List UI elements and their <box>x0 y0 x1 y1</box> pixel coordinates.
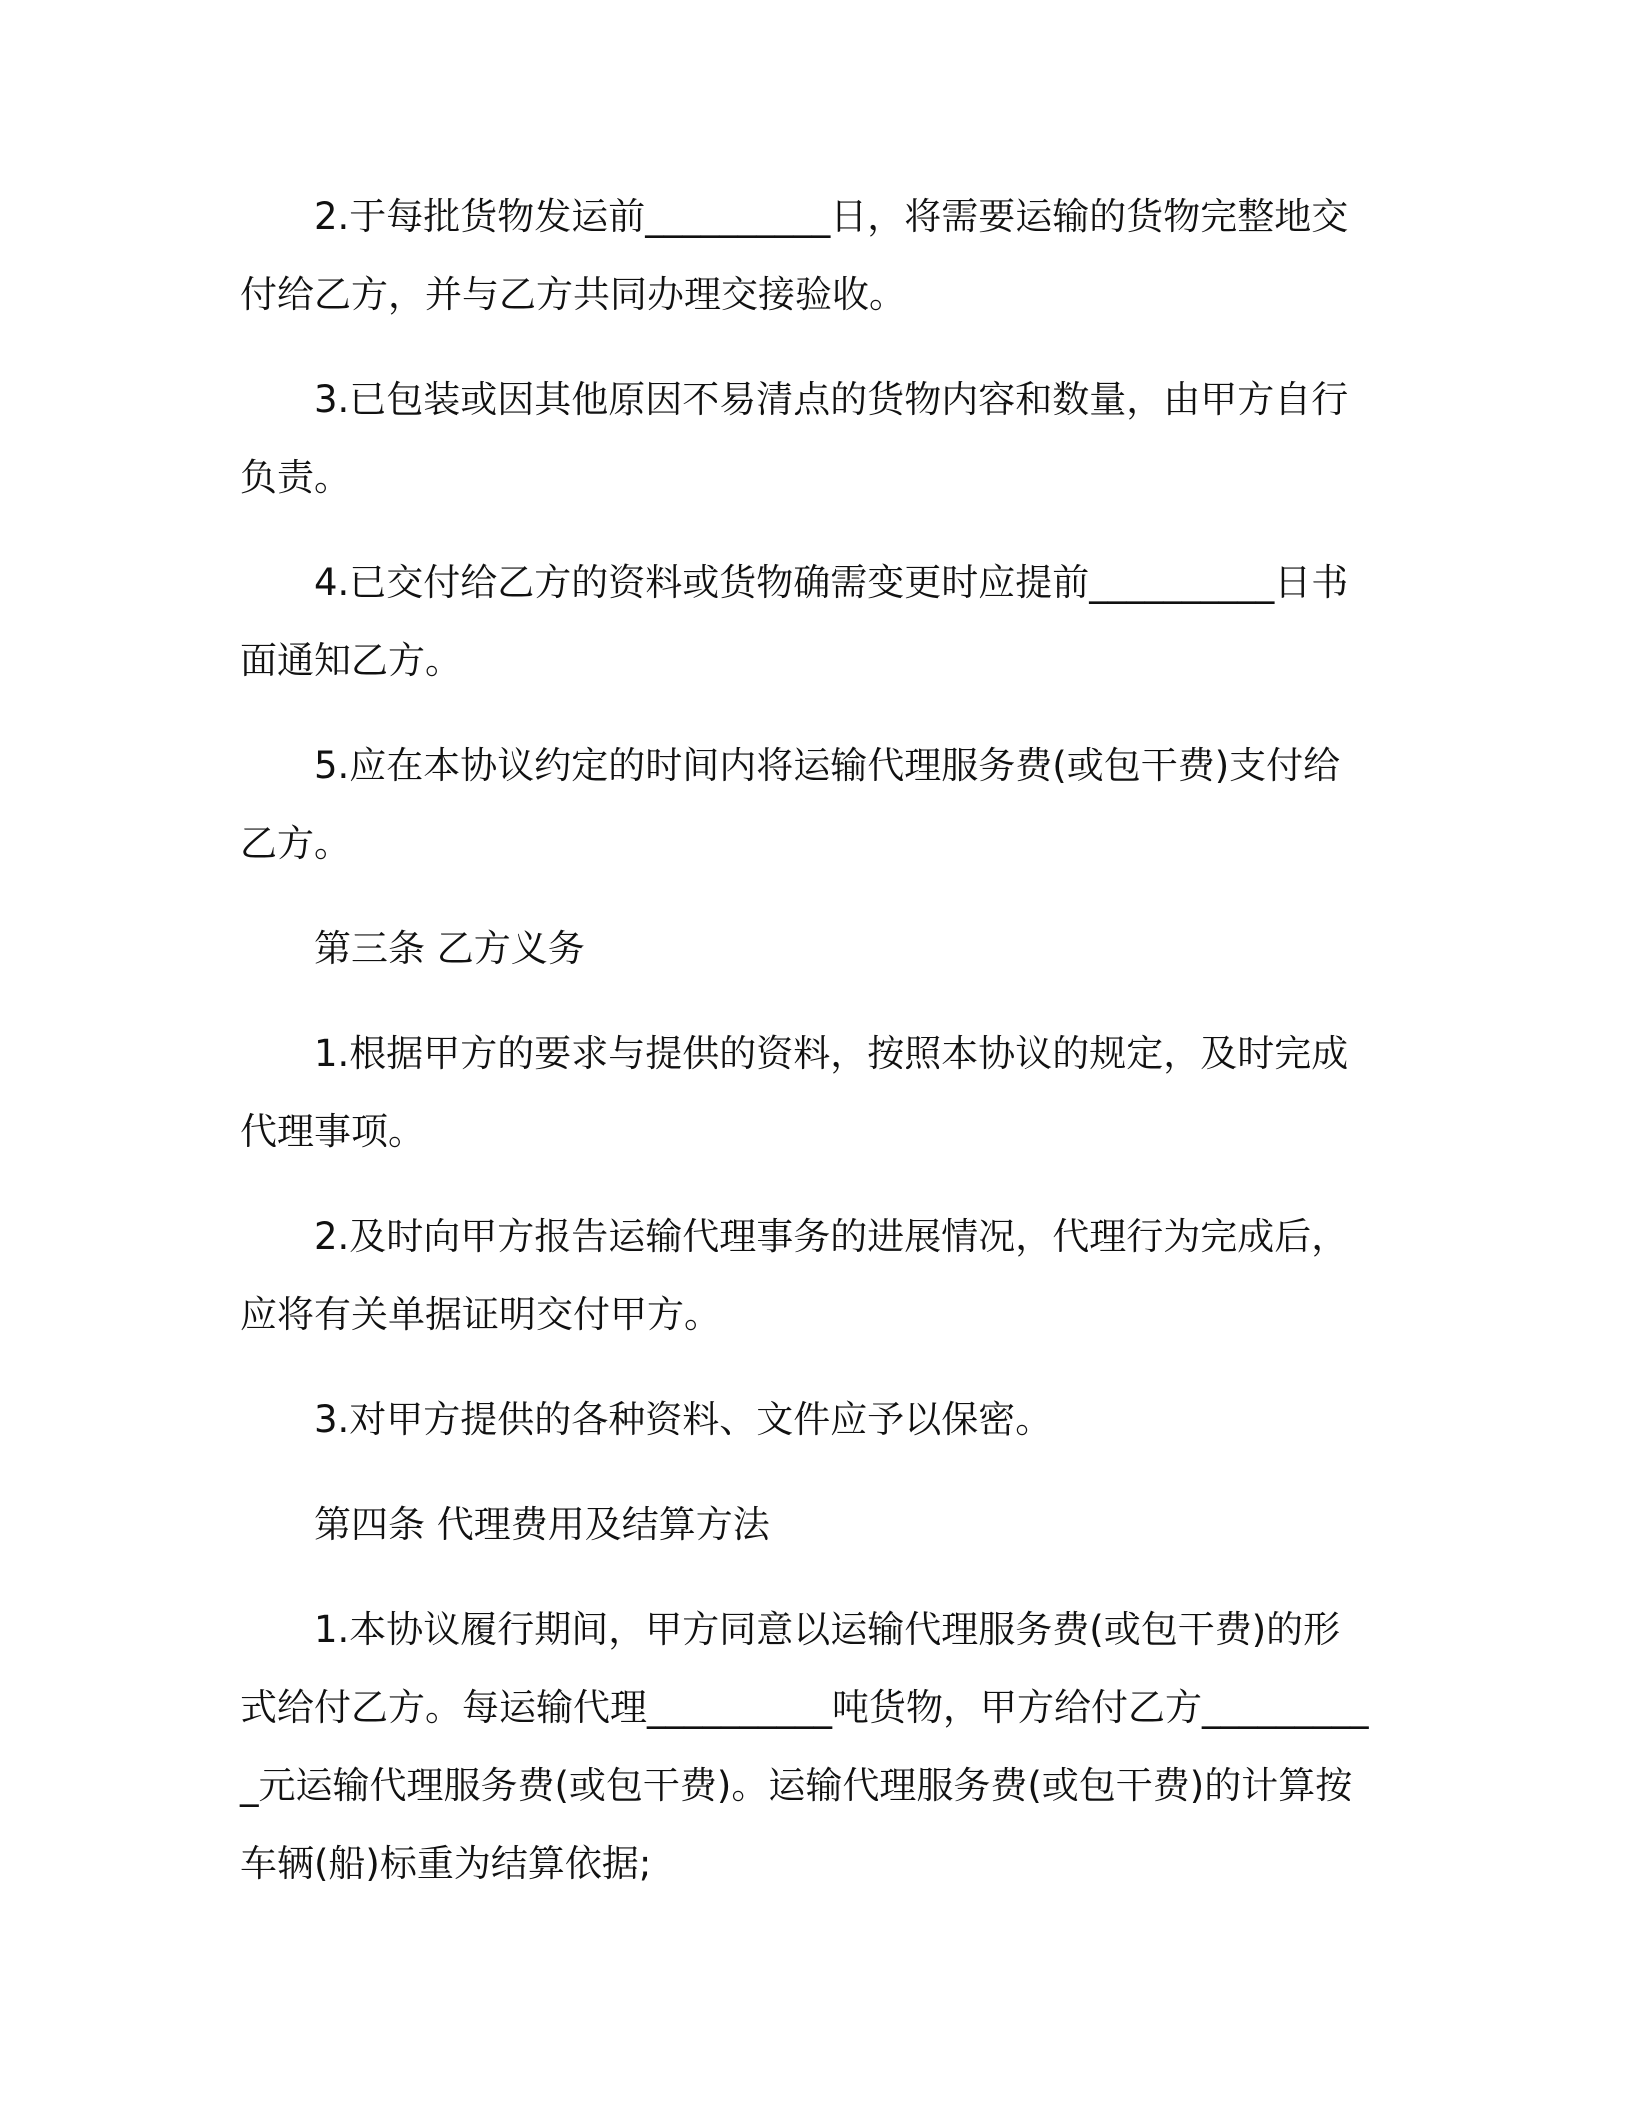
clause-4-change-notice: 4.已交付给乙方的资料或货物确需变更时应提前__________日书面通知乙方。 <box>240 561 1349 682</box>
clause-2-delivery: 2.于每批货物发运前__________日，将需要运输的货物完整地交付给乙方，并与乙方共同办理交接验收。 <box>240 195 1349 316</box>
article-3-clause-3: 3.对甲方提供的各种资料、文件应予以保密。 <box>314 1398 1053 1441</box>
article-3-clause-1: 1.根据甲方的要求与提供的资料，按照本协议的规定，及时完成代理事项。 <box>240 1032 1349 1153</box>
article-4-heading: 第四条 代理费用及结算方法 <box>314 1503 770 1546</box>
document-body <box>240 178 1376 1930</box>
article-4-clause-1: 1.本协议履行期间，甲方同意以运输代理服务费(或包干费)的形式给付乙方。每运输代理__________吨货物，甲方给付乙方__________元运输代理服务费(或包干费)。运输代理服务费(或包干费)的计算按车辆(船)标重为结算依据; <box>240 1608 1369 1885</box>
article-3-clause-2: 2.及时向甲方报告运输代理事务的进展情况，代理行为完成后，应将有关单据证明交付甲方。 <box>240 1215 1349 1336</box>
clause-3-packaging: 3.已包装或因其他原因不易清点的货物内容和数量，由甲方自行负责。 <box>240 378 1349 499</box>
clause-5-payment: 5.应在本协议约定的时间内将运输代理服务费(或包干费)支付给乙方。 <box>240 744 1341 865</box>
article-3-heading: 第三条 乙方义务 <box>314 927 585 970</box>
